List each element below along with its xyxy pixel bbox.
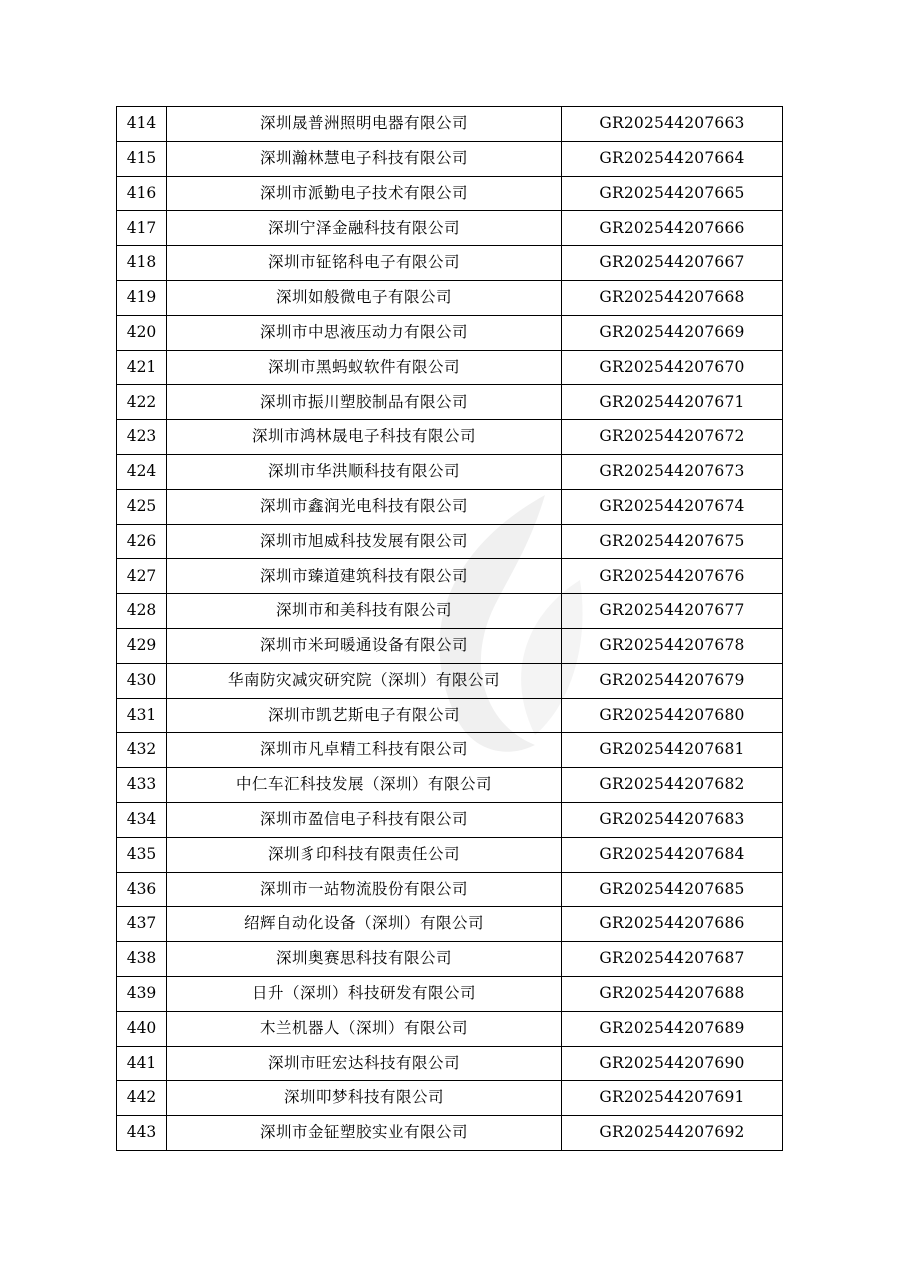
company-name: 深圳市凡卓精工科技有限公司 <box>167 733 562 768</box>
certificate-code: GR202544207676 <box>562 559 783 594</box>
row-number: 422 <box>117 385 167 420</box>
certificate-code: GR202544207679 <box>562 663 783 698</box>
row-number: 438 <box>117 942 167 977</box>
certificate-code: GR202544207667 <box>562 246 783 281</box>
row-number: 429 <box>117 628 167 663</box>
table-row <box>117 524 783 559</box>
row-number: 441 <box>117 1046 167 1081</box>
table-row <box>117 663 783 698</box>
table-row <box>117 628 783 663</box>
table-row <box>117 211 783 246</box>
row-number: 424 <box>117 454 167 489</box>
company-name: 深圳市鸿林晟电子科技有限公司 <box>167 420 562 455</box>
table-row <box>117 837 783 872</box>
certificate-code: GR202544207678 <box>562 628 783 663</box>
row-number: 430 <box>117 663 167 698</box>
table-row <box>117 559 783 594</box>
certificate-code: GR202544207665 <box>562 176 783 211</box>
certificate-code: GR202544207688 <box>562 976 783 1011</box>
company-name: 深圳市钲铭科电子有限公司 <box>167 246 562 281</box>
row-number: 423 <box>117 420 167 455</box>
row-number: 437 <box>117 907 167 942</box>
company-name: 深圳市鑫润光电科技有限公司 <box>167 489 562 524</box>
table-row <box>117 454 783 489</box>
company-name: 深圳市旭威科技发展有限公司 <box>167 524 562 559</box>
certificate-code: GR202544207690 <box>562 1046 783 1081</box>
company-name: 深圳市振川塑胶制品有限公司 <box>167 385 562 420</box>
row-number: 419 <box>117 280 167 315</box>
company-name: 深圳市华洪顺科技有限公司 <box>167 454 562 489</box>
table-row <box>117 1081 783 1116</box>
table-row <box>117 315 783 350</box>
certificate-code: GR202544207682 <box>562 768 783 803</box>
table-row <box>117 420 783 455</box>
company-name: 深圳市中思液压动力有限公司 <box>167 315 562 350</box>
table-row <box>117 1011 783 1046</box>
certificate-code: GR202544207674 <box>562 489 783 524</box>
certificate-code: GR202544207684 <box>562 837 783 872</box>
company-name: 深圳市黑蚂蚁软件有限公司 <box>167 350 562 385</box>
certificate-code: GR202544207664 <box>562 141 783 176</box>
row-number: 421 <box>117 350 167 385</box>
row-number: 420 <box>117 315 167 350</box>
table-row <box>117 733 783 768</box>
certificate-code: GR202544207691 <box>562 1081 783 1116</box>
company-name: 深圳市凯艺斯电子有限公司 <box>167 698 562 733</box>
certificate-code: GR202544207670 <box>562 350 783 385</box>
row-number: 418 <box>117 246 167 281</box>
table-row <box>117 976 783 1011</box>
certificate-code: GR202544207668 <box>562 280 783 315</box>
table-row <box>117 698 783 733</box>
company-name: 深圳叩梦科技有限公司 <box>167 1081 562 1116</box>
row-number: 433 <box>117 768 167 803</box>
certificate-code: GR202544207675 <box>562 524 783 559</box>
certificate-code: GR202544207689 <box>562 1011 783 1046</box>
company-name: 深圳晟普洲照明电器有限公司 <box>167 107 562 142</box>
company-name: 华南防灾减灾研究院（深圳）有限公司 <box>167 663 562 698</box>
certificate-code: GR202544207686 <box>562 907 783 942</box>
table-row <box>117 280 783 315</box>
company-name: 深圳市金钲塑胶实业有限公司 <box>167 1116 562 1151</box>
row-number: 443 <box>117 1116 167 1151</box>
table-row <box>117 489 783 524</box>
company-name: 日升（深圳）科技研发有限公司 <box>167 976 562 1011</box>
row-number: 431 <box>117 698 167 733</box>
certificate-code: GR202544207671 <box>562 385 783 420</box>
table-row <box>117 385 783 420</box>
company-name: 深圳瀚林慧电子科技有限公司 <box>167 141 562 176</box>
row-number: 435 <box>117 837 167 872</box>
row-number: 416 <box>117 176 167 211</box>
certificate-code: GR202544207673 <box>562 454 783 489</box>
table-row <box>117 1046 783 1081</box>
company-name: 深圳市臻道建筑科技有限公司 <box>167 559 562 594</box>
table-row <box>117 176 783 211</box>
company-name: 深圳市盈信电子科技有限公司 <box>167 802 562 837</box>
table-row <box>117 768 783 803</box>
table-row <box>117 907 783 942</box>
certificate-code: GR202544207685 <box>562 872 783 907</box>
row-number: 439 <box>117 976 167 1011</box>
table-row <box>117 350 783 385</box>
company-name: 深圳宁泽金融科技有限公司 <box>167 211 562 246</box>
table-body <box>117 107 783 1151</box>
row-number: 417 <box>117 211 167 246</box>
row-number: 442 <box>117 1081 167 1116</box>
row-number: 427 <box>117 559 167 594</box>
company-name: 深圳市米珂暖通设备有限公司 <box>167 628 562 663</box>
table-row <box>117 246 783 281</box>
certificate-code: GR202544207669 <box>562 315 783 350</box>
row-number: 436 <box>117 872 167 907</box>
table-row <box>117 107 783 142</box>
company-name: 深圳市和美科技有限公司 <box>167 594 562 629</box>
row-number: 428 <box>117 594 167 629</box>
row-number: 425 <box>117 489 167 524</box>
certificate-code: GR202544207672 <box>562 420 783 455</box>
table-row <box>117 141 783 176</box>
row-number: 440 <box>117 1011 167 1046</box>
company-name: 木兰机器人（深圳）有限公司 <box>167 1011 562 1046</box>
table-row <box>117 802 783 837</box>
row-number: 432 <box>117 733 167 768</box>
certificate-code: GR202544207666 <box>562 211 783 246</box>
company-name: 中仁车汇科技发展（深圳）有限公司 <box>167 768 562 803</box>
table-row <box>117 942 783 977</box>
company-name: 深圳如般微电子有限公司 <box>167 280 562 315</box>
company-name: 绍辉自动化设备（深圳）有限公司 <box>167 907 562 942</box>
certificate-code: GR202544207687 <box>562 942 783 977</box>
certificate-code: GR202544207680 <box>562 698 783 733</box>
row-number: 434 <box>117 802 167 837</box>
company-list-table <box>116 106 783 1151</box>
certificate-code: GR202544207681 <box>562 733 783 768</box>
certificate-code: GR202544207677 <box>562 594 783 629</box>
row-number: 415 <box>117 141 167 176</box>
company-name: 深圳市旺宏达科技有限公司 <box>167 1046 562 1081</box>
company-name: 深圳奥赛思科技有限公司 <box>167 942 562 977</box>
table-row <box>117 1116 783 1151</box>
row-number: 426 <box>117 524 167 559</box>
table-row <box>117 872 783 907</box>
company-name: 深圳市一站物流股份有限公司 <box>167 872 562 907</box>
table-row <box>117 594 783 629</box>
certificate-code: GR202544207663 <box>562 107 783 142</box>
row-number: 414 <box>117 107 167 142</box>
company-name: 深圳市派勤电子技术有限公司 <box>167 176 562 211</box>
company-name: 深圳豸印科技有限责任公司 <box>167 837 562 872</box>
certificate-code: GR202544207683 <box>562 802 783 837</box>
certificate-code: GR202544207692 <box>562 1116 783 1151</box>
